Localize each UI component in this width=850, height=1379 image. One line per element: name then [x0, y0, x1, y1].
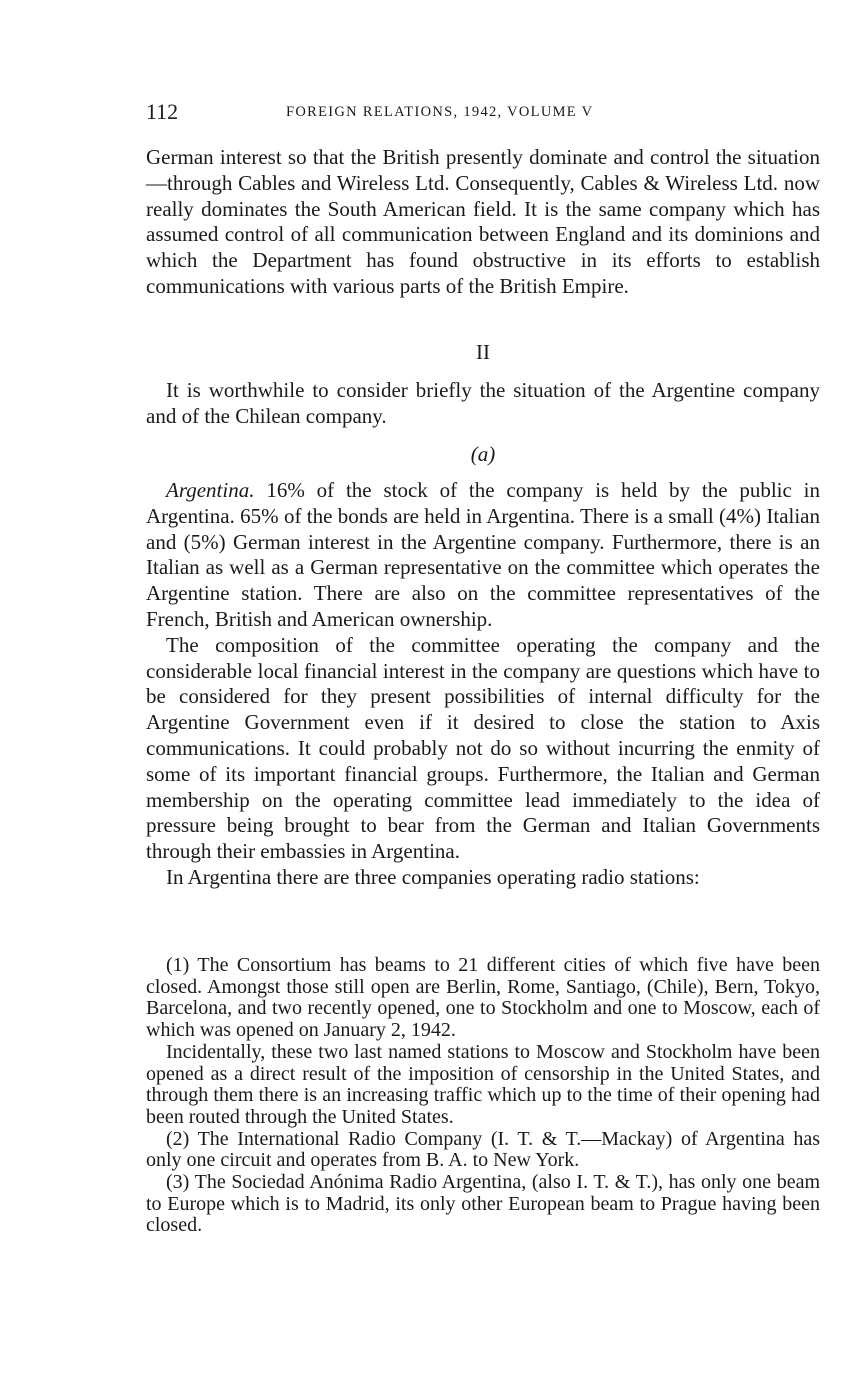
list-item: (2) The International Radio Company (I. T. & T.—Mackay) of Argentina has only one circuit and operates from B. A. to New York. — [146, 1127, 820, 1172]
section-heading: II — [476, 340, 490, 364]
page-header — [146, 99, 820, 129]
intro-block — [146, 145, 820, 300]
section-block — [146, 378, 820, 430]
list-item: Incidentally, these two last named stations to Moscow and Stockholm have been opened as a direct result of the imposition of censorship in the United States, and through them there is an increasing traffic which up to the time of their opening had been routed through the United States. — [146, 1040, 820, 1128]
list-item: (3) The Sociedad Anónima Radio Argentina, (also I. T. & T.), has only one beam to Europe which is to Madrid, its only other European beam to Prague having been closed. — [146, 1171, 820, 1237]
argentina-text: 16% of the stock of the company is held by the public in Argentina. 65% of the bonds are held in Argentina. There is a small (4%) Italian and (5%) German interest in the Argentine company. Furthermore, there is an Italian as well as a German representative on the committee which operates the Argentine station. There are also on the committee representatives of the French, British and American ownership. — [146, 478, 820, 631]
argentina-paragraph — [146, 478, 820, 633]
running-head: FOREIGN RELATIONS, 1942, VOLUME V — [286, 104, 594, 120]
page-number: 112 — [146, 99, 179, 124]
list-item: (1) The Consortium has beams to 21 different cities of which five have been closed. Amongst those still open are Berlin, Rome, Santiago, (Chile), Bern, Tokyo, Barcelona, and two recently opened, one to Stockholm and one to Moscow, each of which was opened on January 2, 1942. — [146, 954, 820, 1042]
section-paragraph: It is worthwhile to consider briefly the situation of the Argentine company and of the Chilean company. — [146, 378, 820, 428]
argentina-label: Argentina. — [166, 478, 255, 502]
companies-paragraph: In Argentina there are three companies operating radio stations: — [166, 864, 700, 889]
composition-paragraph: The composition of the committee operating the company and the considerable local financial interest in the company are questions which have to be considered for they present possibilities of internal difficulty for the Argentine Government even if it desired to close the station to Axis communications. It could probably not do so without incurring the enmity of some of its important financial groups. Furthermore, the Italian and German membership on the operating committee lead immediately to the idea of pressure being brought to bear from the German and Italian Governments through their embassies in Argentina. — [146, 632, 820, 864]
intro-paragraph: German interest so that the British presently dominate and control the situation—through Cables and Wireless Ltd. Consequently, Cables & Wireless Ltd. now really dominates the South American field. It is the same company which has assumed control of all communication between England and its dominions and which the Department has found obstructive in its efforts to establish communications with various parts of the British Empire. — [146, 145, 820, 298]
subsection-heading: (a) — [470, 442, 496, 466]
argentina-block — [146, 478, 820, 891]
companies-list — [146, 955, 820, 1237]
